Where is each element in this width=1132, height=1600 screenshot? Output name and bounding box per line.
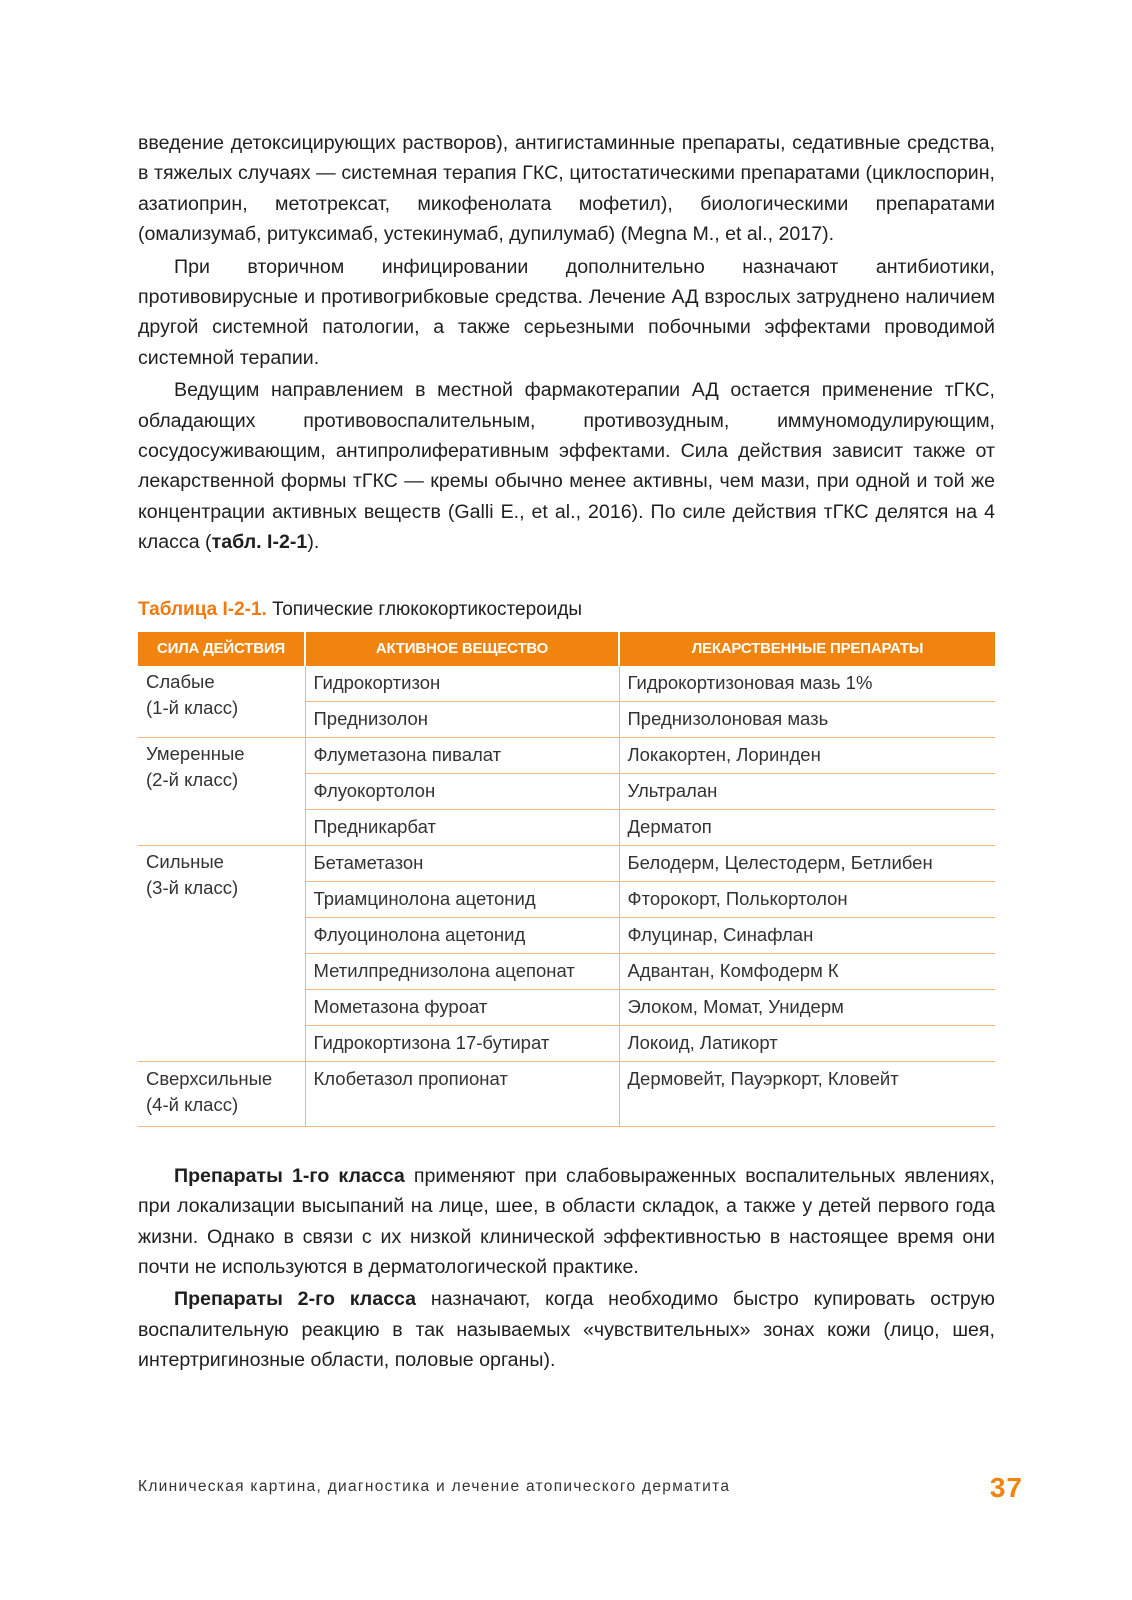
drugs-cell: Гидрокортизоновая мазь 1% — [619, 666, 995, 702]
table-row — [138, 666, 995, 702]
substance-cell: Гидрокортизон — [305, 666, 619, 702]
substance-cell: Флуокортолон — [305, 773, 619, 809]
corticosteroid-table — [138, 632, 995, 1127]
substance-cell: Триамцинолона ацетонид — [305, 881, 619, 917]
drugs-cell: Преднизолоновая мазь — [619, 701, 995, 737]
class-cell — [138, 666, 305, 738]
paragraph — [138, 1284, 995, 1375]
table-caption — [138, 598, 995, 622]
paragraph-lead: Препараты 2-го класса — [174, 1288, 417, 1311]
paragraph: введение детоксицирующих растворов), антигистаминные препараты, седативные средства, в тяжелых случаях — системная терапия ГКС, цитостатическими препаратами (циклоспорин, азатиоприн, метотрексат, микофенолата мофетил), биологическими препаратами (омализумаб, ритуксимаб, устекинумаб, дупилумаб) (Megna M., et al., 2017). — [138, 132, 995, 246]
substance-cell: Преднизолон — [305, 701, 619, 737]
page-number: 37 — [989, 1472, 1023, 1503]
table-reference-link[interactable]: табл. I-2-1 — [211, 531, 308, 554]
substance-cell: Клобетазол пропионат — [305, 1061, 619, 1126]
paragraph — [138, 375, 995, 557]
class-number: (1-й класс) — [146, 696, 239, 718]
drugs-cell: Элоком, Момат, Унидерм — [619, 989, 995, 1025]
drugs-cell: Фторокорт, Полькортолон — [619, 881, 995, 917]
substance-cell: Флуоцинолона ацетонид — [305, 917, 619, 953]
paragraph-end: ). — [307, 531, 320, 554]
class-name: Умеренные — [146, 742, 245, 764]
drugs-cell: Локакортен, Лоринден — [619, 737, 995, 773]
drugs-cell: Локоид, Латикорт — [619, 1025, 995, 1061]
class-cell — [138, 1061, 305, 1126]
class-name: Сильные — [146, 850, 224, 872]
substance-cell: Флуметазона пивалат — [305, 737, 619, 773]
class-number: (3-й класс) — [146, 876, 239, 898]
paragraph-text: Ведущим направлением в местной фармакотерапии АД остается применение тГКС, обладающих противовоспалительным, противозудным, иммуномодулирующим, сосудосуживающим, антипролиферативным эффектами. Сила действия зависит также от лекарственной формы тГКС — кремы обычно менее активны, чем мази, при одной и той же концентрации активных веществ (Galli E., et al., 2016). По силе действия тГКС делятся на 4 класса ( — [138, 379, 995, 554]
substance-cell: Мометазона фуроат — [305, 989, 619, 1025]
class-name: Слабые — [146, 670, 215, 692]
substance-cell: Предникарбат — [305, 809, 619, 845]
drugs-cell: Белодерм, Целестодерм, Бетлибен — [619, 845, 995, 881]
running-footer-title: Клиническая картина, диагностика и лечение атопического дерматита — [138, 1478, 731, 1495]
substance-cell: Гидрокортизона 17-бутират — [305, 1025, 619, 1061]
table-caption-text: Топические глюкокортикостероиды — [266, 598, 583, 620]
class-number: (4-й класс) — [146, 1093, 239, 1115]
drugs-cell: Адвантан, Комфодерм К — [619, 953, 995, 989]
table-row — [138, 845, 995, 881]
table-row — [138, 1061, 995, 1126]
column-header-substance: АКТИВНОЕ ВЕЩЕСТВО — [305, 632, 619, 666]
table-row — [138, 737, 995, 773]
drugs-cell: Ультралан — [619, 773, 995, 809]
drugs-cell: Дерматоп — [619, 809, 995, 845]
class-cell — [138, 737, 305, 845]
class-number: (2-й класс) — [146, 768, 239, 790]
after-table-text — [138, 1161, 995, 1376]
drugs-cell: Дермовейт, Пауэркорт, Кловейт — [619, 1061, 995, 1126]
paragraph-text: применяют при слабовыраженных воспалительных явлениях, при локализации высыпаний на лице, шее, в области складок, а также у детей первого года жизни. Однако в связи с их низкой клинической эффективностью в настоящее время они почти не используются в дерматологической практике. — [138, 1164, 995, 1278]
paragraph-text: назначают, когда необходимо быстро купировать острую воспалительную реакцию в так называемых «чувствительных» зонах кожи (лицо, шея, интертригинозные области, половые органы). — [138, 1288, 995, 1372]
substance-cell: Метилпреднизолона ацепонат — [305, 953, 619, 989]
drugs-cell: Флуцинар, Синафлан — [619, 917, 995, 953]
substance-cell: Бетаметазон — [305, 845, 619, 881]
page-content — [138, 128, 995, 1378]
paragraph: При вторичном инфицировании дополнительно назначают антибиотики, противовирусные и противогрибковые средства. Лечение АД взрослых затруднено наличием другой системной патологии, а также серьезными побочными эффектами проводимой системной терапии. — [138, 255, 995, 369]
table-caption-label: Таблица I-2-1. — [138, 598, 267, 620]
page-footer — [138, 1474, 1023, 1504]
class-cell — [138, 845, 305, 1061]
column-header-strength: СИЛА ДЕЙСТВИЯ — [138, 632, 305, 666]
table-header-row — [138, 632, 995, 666]
class-name: Сверхсильные — [146, 1067, 273, 1089]
paragraph — [138, 1161, 995, 1283]
paragraph-lead: Препараты 1-го класса — [174, 1164, 405, 1187]
column-header-drugs: ЛЕКАРСТВЕННЫЕ ПРЕПАРАТЫ — [619, 632, 995, 666]
